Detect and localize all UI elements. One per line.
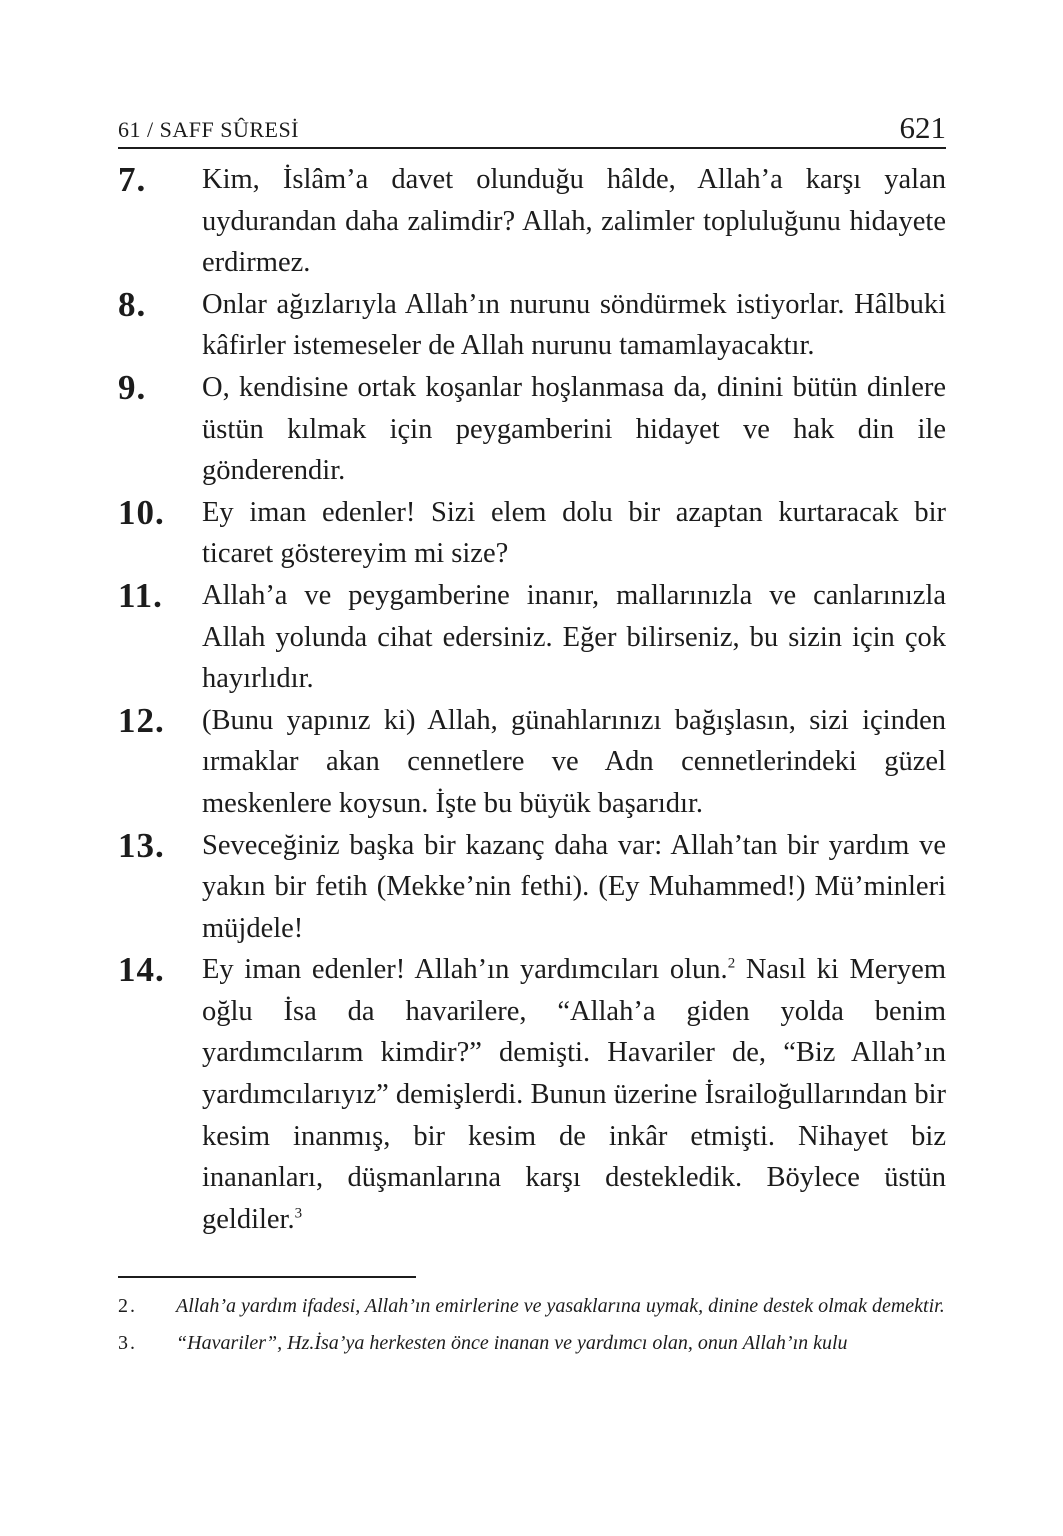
footnote-list — [118, 1292, 946, 1357]
verse-text: (Bunu yapınız ki) Allah, günahlarınızı bağışlasın, sizi içinden ırmaklar akan cennetlere ve Adn cennetlerindeki güzel meskenlere koysun. İşte bu büyük başarıdır. — [202, 704, 946, 819]
footnote-text: “Havariler”, Hz.İsa’ya herkesten önce inanan ve yardımcı olan, onun Allah’ın kulu — [176, 1332, 848, 1355]
footnote-3 — [118, 1329, 946, 1357]
verse-text: Ey iman edenler! Sizi elem dolu bir azaptan kurtaracak bir ticaret göstereyim mi size? — [202, 496, 946, 570]
footnote-text: Allah’a yardım ifadesi, Allah’ın emirlerine ve yasaklarına uymak, dinine destek olmak demektir. — [176, 1295, 945, 1318]
verse-text: O, kendisine ortak koşanlar hoşlanmasa da, dinini bütün dinlere üstün kılmak için peygamberini hidayet ve hak din ile gönderendir. — [202, 371, 946, 487]
verse-number: 10. — [118, 492, 165, 532]
verse-number: 14. — [118, 950, 165, 990]
verse-11 — [118, 575, 946, 700]
verse-text: Kim, İslâm’a davet olunduğu hâlde, Allah’a karşı yalan uydurandan daha zalimdir? Allah, zalimler topluluğunu hidayete erdirmez. — [202, 164, 946, 279]
running-header — [118, 112, 946, 149]
verse-14 — [118, 949, 946, 1240]
verse-number: 13. — [118, 825, 165, 865]
verse-10 — [118, 492, 946, 575]
footnote-number: 2. — [118, 1295, 137, 1318]
verse-number: 11. — [118, 575, 163, 615]
verse-text: Seveceğiniz başka bir kazanç daha var: Allah’tan bir yardım ve yakın bir fetih (Mekke’nin fethi). (Ey Muhammed!) Mü’minleri müjdele! — [202, 829, 946, 944]
page-number: 621 — [899, 110, 946, 145]
verse-number: 7. — [118, 160, 147, 199]
verse-text: Onlar ağızlarıyla Allah’ın nurunu söndürmek istiyorlar. Hâlbuki kâfirler istemeseler de Allah nurunu tamamlayacaktır. — [202, 288, 946, 362]
verse-text — [202, 949, 946, 1240]
book-page — [118, 112, 946, 1366]
running-title: 61 / SAFF SÛRESİ — [118, 117, 300, 142]
verse-9 — [118, 367, 946, 492]
verse-text-part: Ey iman edenler! Allah’ın yardımcıları olun. — [202, 954, 728, 986]
footnote-reference[interactable]: 3 — [294, 1205, 303, 1222]
footnote-divider — [118, 1276, 416, 1278]
footnote-2 — [118, 1292, 946, 1320]
verse-text: Allah’a ve peygamberine inanır, mallarınızla ve canlarınızla Allah yolunda cihat edersiniz. Eğer bilirseniz, bu sizin için çok hayırlıdır. — [202, 579, 946, 695]
verse-number: 8. — [118, 284, 147, 324]
verse-13 — [118, 825, 946, 950]
verse-number: 12. — [118, 700, 165, 740]
verse-list — [118, 159, 946, 1240]
verse-8 — [118, 284, 946, 367]
verse-7 — [118, 159, 946, 284]
verse-text-part: Nasıl ki Meryem oğlu İsa da havarilere, “Allah’a giden yolda benim yardımcılarım kimdir?” demişti. Havariler de, “Biz Allah’ın yardımcılarıyız” demişlerdi. Bunun üzerine İsrailoğullarından bir kesim inanmış, bir kesim de inkâr etmişti. Nihayet biz inananları, düşmanlarına karşı destekledik. Böylece üstün geldiler. — [202, 954, 946, 1235]
verse-12 — [118, 700, 946, 825]
footnote-reference[interactable]: 2 — [727, 955, 736, 972]
verse-number: 9. — [118, 367, 147, 407]
footnote-number: 3. — [118, 1332, 137, 1355]
